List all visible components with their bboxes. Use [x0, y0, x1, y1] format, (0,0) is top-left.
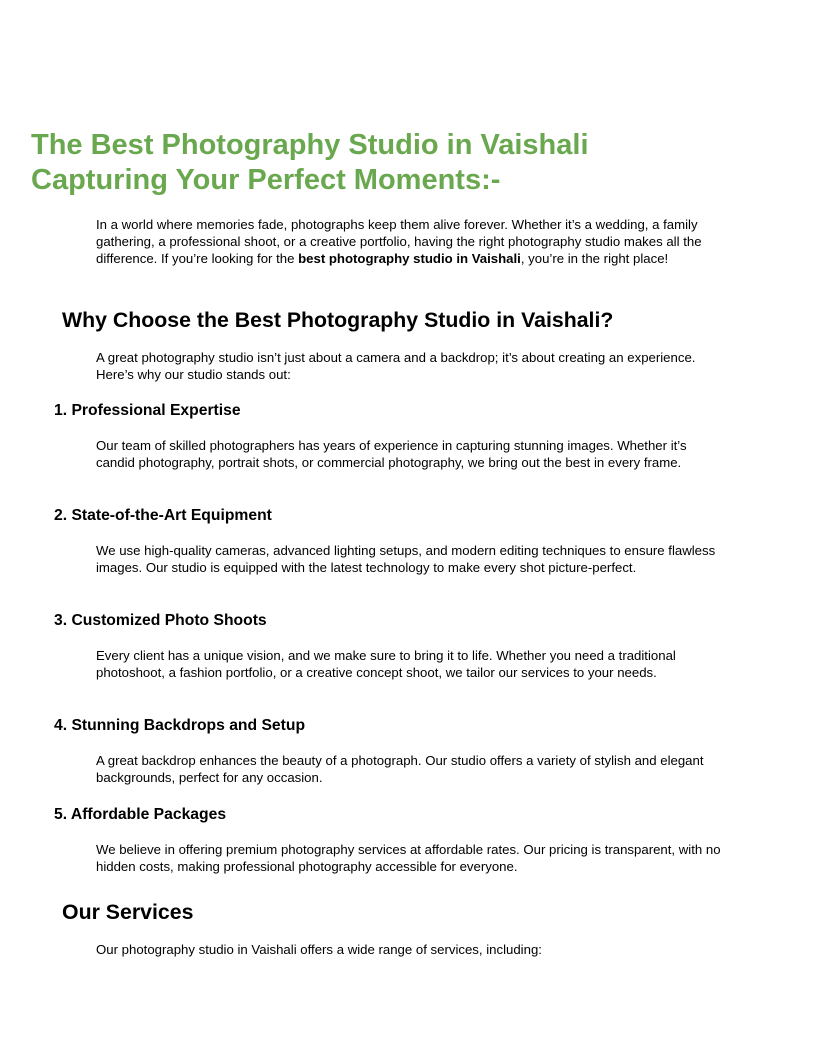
reason-heading-5: 5. Affordable Packages [54, 806, 227, 823]
intro-paragraph [96, 216, 721, 267]
page-title [31, 128, 791, 198]
reason-text-4: A great backdrop enhances the beauty of a photograph. Our studio offers a variety of stylish and elegant backgrounds, perfect for any occasion. [96, 753, 704, 785]
reason-text-3: Every client has a unique vision, and we make sure to bring it to life. Whether you need a traditional photoshoot, a fashion portfolio, or a creative concept shoot, we tailor our services to your needs. [96, 648, 676, 680]
services-heading: Our Services [62, 900, 194, 924]
intro-text-end: , you’re in the right place! [520, 251, 669, 266]
intro-text-start: In a world where memories fade, photographs keep them alive forever. Whether it’s a wedding, a family gathering, a professional shoot, or a creative portfolio, having the right photography studio makes all the difference. If you’re looking for the [96, 217, 702, 266]
reason-heading-1: 1. Professional Expertise [54, 402, 241, 419]
reason-text-2: We use high-quality cameras, advanced lighting setups, and modern editing techniques to ensure flawless images. Our studio is equipped with the latest technology to make every shot picture-perfect. [96, 543, 716, 575]
services-paragraph: Our photography studio in Vaishali offers a wide range of services, including: [96, 942, 542, 957]
reason-text-5: We believe in offering premium photography services at affordable rates. Our pricing is transparent, with no hidden costs, making professional photography accessible for everyone. [96, 842, 721, 874]
reason-heading-3: 3. Customized Photo Shoots [54, 612, 267, 629]
intro-bold-keyword: best photography studio in Vaishali [298, 251, 521, 266]
reason-text-1: Our team of skilled photographers has years of experience in capturing stunning images. Whether it’s candid photography, portrait shots, or commercial photography, we bring out the best in every frame. [96, 438, 687, 470]
reason-heading-2: 2. State-of-the-Art Equipment [54, 507, 272, 524]
page-title-line-1: The Best Photography Studio in Vaishali [31, 129, 589, 161]
page-title-line-2: Capturing Your Perfect Moments:- [31, 164, 501, 196]
reason-heading-4: 4. Stunning Backdrops and Setup [54, 717, 306, 734]
why-choose-paragraph: A great photography studio isn’t just about a camera and a backdrop; it’s about creating an experience. Here’s why our studio stands out: [96, 350, 696, 382]
why-choose-heading: Why Choose the Best Photography Studio in Vaishali? [62, 308, 614, 332]
